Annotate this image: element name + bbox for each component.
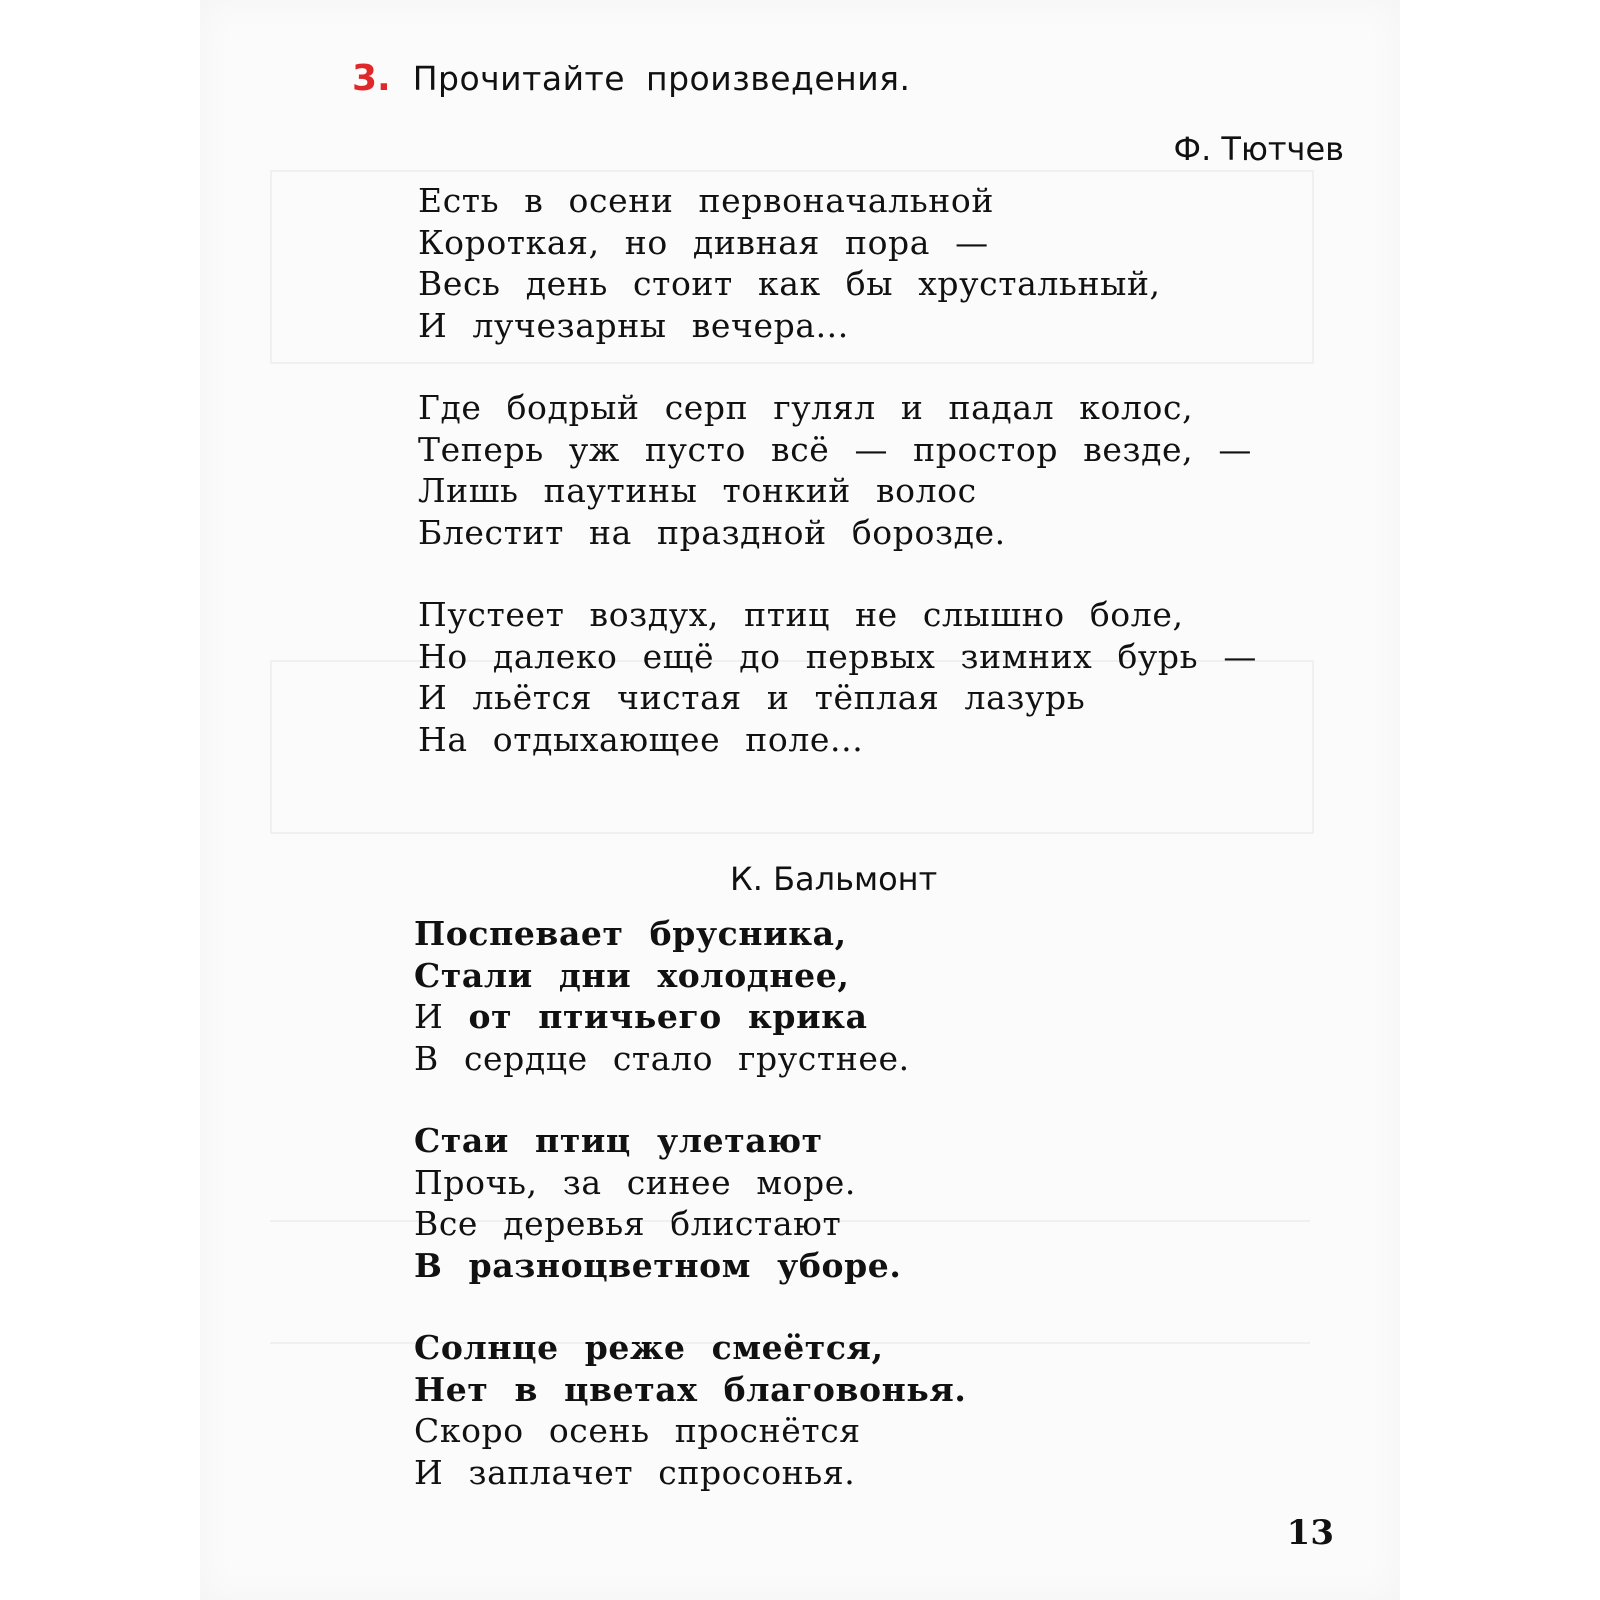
poem-line [414,996,966,1038]
poem-line: Где бодрый серп гулял и падал колос, [418,388,1194,427]
poem1-stanza-2 [418,387,1257,553]
poem-line: И заплачет спросонья. [414,1452,856,1492]
poem-line: Стаи птиц улетают [414,1121,823,1160]
poem2-author: К. Бальмонт [730,860,938,898]
poem-line: Теперь уж пусто всё — простор везде, — [418,429,1252,469]
poem-line: Все деревья блистают [414,1204,842,1243]
poem1-stanza-3 [418,594,1257,760]
poem-line-part: И от птичьего крика [414,997,868,1036]
poem-line: Пустеет воздух, птиц не слышно боле, [418,595,1184,634]
poem-line: Но далеко ещё до первых зимних бурь — [418,636,1257,676]
poem2-stanza-2 [414,1120,966,1286]
poem-line: Солнце реже смеётся, [414,1328,884,1367]
poem-line: Короткая, но дивная пора — [418,222,989,262]
poem-line: Скоро осень проснётся [414,1411,861,1450]
poem2-stanza-1 [414,913,966,1079]
task-heading [352,58,910,99]
poem-line: Есть в осени первоначальной [418,181,994,220]
textbook-page [200,0,1400,1600]
poem2 [414,913,966,1534]
poem-line: Прочь, за синее море. [414,1162,856,1202]
poem-line: В сердце стало грустнее. [414,1038,910,1078]
poem-line: Поспевает брусника, [414,914,847,953]
task-instruction: Прочитайте произведения. [412,59,911,98]
poem-line: И лучезарны вечера... [418,305,849,345]
poem-line: Стали дни холоднее, [414,955,850,995]
poem2-stanza-3 [414,1327,966,1493]
poem-line: И льётся чистая и тёплая лазурь [418,678,1086,717]
poem-line: Лишь паутины тонкий волос [418,471,977,510]
task-number: 3. [352,58,391,99]
poem1-author: Ф. Тютчев [1173,130,1344,168]
poem-line: В разноцветном уборе. [414,1245,902,1285]
poem-line: Нет в цветах благовонья. [414,1369,967,1409]
poem-line: На отдыхающее поле... [418,719,864,759]
poem1-stanza-1 [418,180,1257,346]
page-number: 13 [1286,1513,1334,1553]
poem1 [418,180,1257,801]
poem-line: Весь день стоит как бы хрустальный, [418,264,1161,303]
poem-line: Блестит на праздной борозде. [418,512,1006,552]
